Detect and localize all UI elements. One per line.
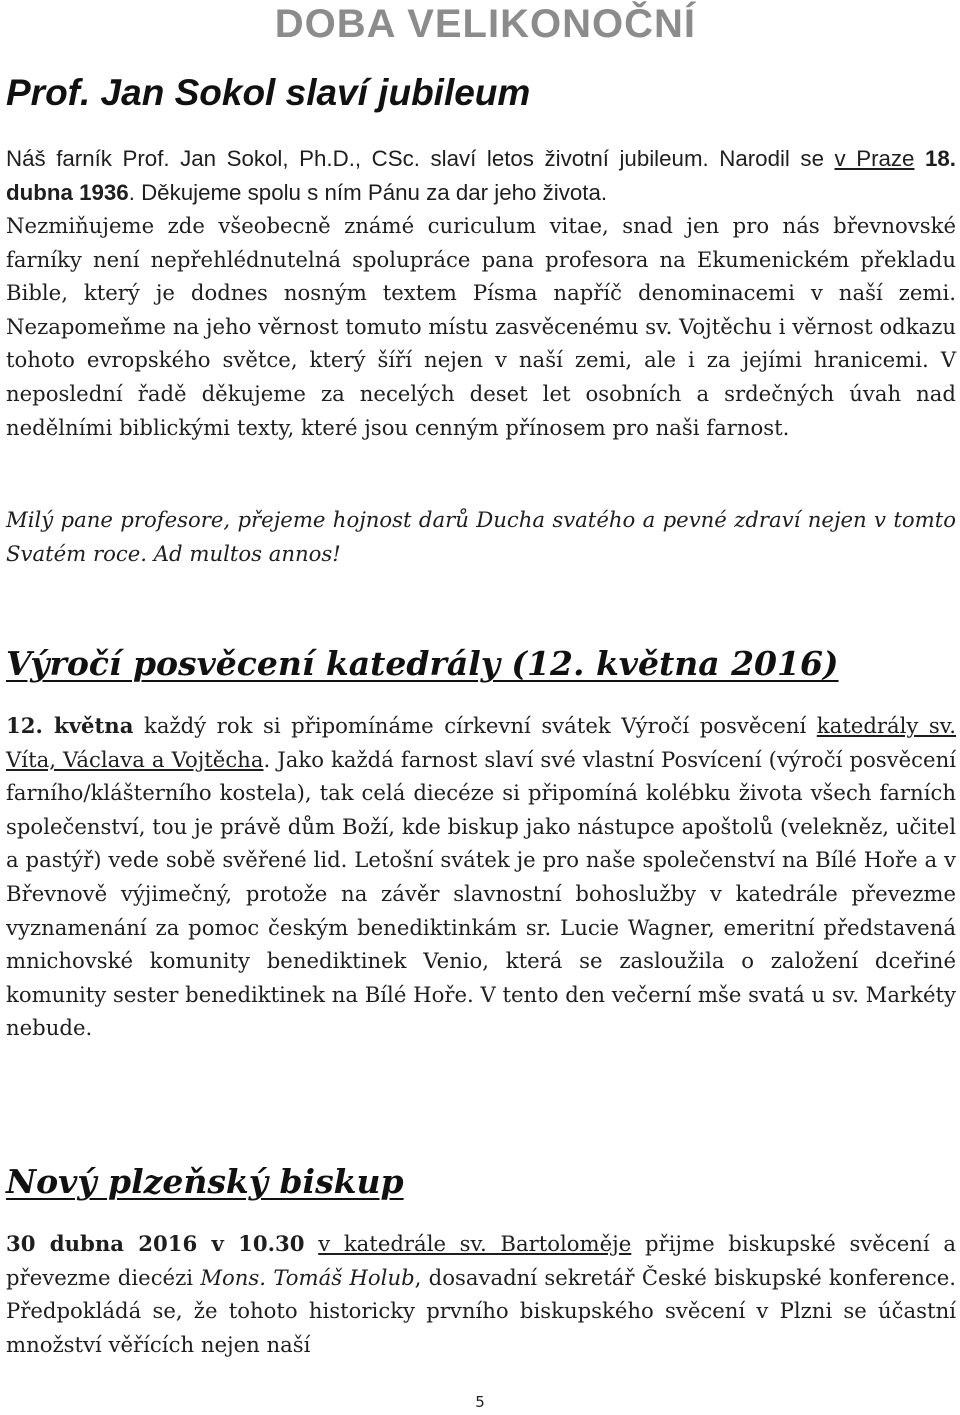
anniversary-date: 12. května: [6, 713, 134, 738]
page-number: 5: [475, 1393, 485, 1411]
katedrala-link[interactable]: katedrály sv. Víta, Václava a Vojtěcha: [6, 713, 956, 772]
praha-link[interactable]: v Praze: [834, 146, 915, 171]
bartolomej-link[interactable]: v katedrále sv. Bartoloměje: [318, 1231, 632, 1256]
article-heading-biskup: Nový plzeňský biskup: [6, 1162, 404, 1201]
bishop-name: Mons. Tomáš Holub: [200, 1264, 415, 1290]
article-jubileum-body: Nezmiňujeme zde všeobecně známé curiculum vitae, snad jen pro nás břevnovské farníky není nepřehlédnutelná spolupráce pana profesora na Ekumenickém překladu Bible, který je dodnes nosným textem Písma napříč denominacemi v naší zemi. Nezapomeňme na jeho věrnost tomuto místu zasvěcenému sv. Vojtěchu i věrnost odkazu tohoto evropského světce, který šíří nejen v naší zemi, ale i za jejími hranicemi. V neposlední řadě děkujeme za necelých deset let osobních a srdečných úvah nad nedělními biblickými texty, které jsou cenným přínosem pro naši farnost.: [6, 213, 956, 440]
article-jubileum-wish: Milý pane profesore, přejeme hojnost darů Ducha svatého a pevné zdraví nejen v tomto Svatém roce. Ad multos annos!: [6, 507, 956, 566]
ordination-date: 30 dubna 2016 v 10.30: [6, 1231, 305, 1256]
article-heading-katedrala: Výročí posvěcení katedrály (12. května 2016): [6, 644, 839, 683]
section-header: DOBA VELIKONOČNÍ: [274, 2, 696, 46]
article-jubileum-intro: Náš farník Prof. Jan Sokol, Ph.D., CSc. slaví letos životní jubileum. Narodil se v Praze 18. dubna 1936. Děkujeme spolu s ním Pánu za dar jeho života.: [6, 146, 956, 205]
article-biskup-body: 30 dubna 2016 v 10.30 v katedrále sv. Bartoloměje přijme biskupské svěcení a převezme diecézi Mons. Tomáš Holub, dosavadní sekretář České biskupské konference. Předpokládá se, že tohoto historicky prvního biskupského svěcení v Plzni se účastní množství věřících nejen naší: [6, 1231, 956, 1357]
article-katedrala-body: 12. května každý rok si připomínáme církevní svátek Výročí posvěcení katedrály sv. Víta, Václava a Vojtěcha. Jako každá farnost slaví své vlastní Posvícení (výročí posvěcení farního/klášterního kostela), tak celá diecéze si připomíná kolébku života všech farních společenství, tou je právě dům Boží, kde biskup jako nástupce apoštolů (velekněz, učitel a pastýř) vede sobě svěřené lid. Letošní svátek je pro naše společenství na Bílé Hoře a v Břevnově výjimečný, protože na závěr slavnostní bohoslužby v katedrále převezme vyznamenání za pomoc českým benediktinkám sr. Lucie Wagner, emeritní představená mnichovské komunity benediktinek Venio, která se zasloužila o založení dceřiné komunity sester benediktinek na Bílé Hoře. V tento den večerní mše svatá u sv. Markéty nebude.: [6, 713, 956, 1041]
birth-date: 18. dubna 1936: [6, 146, 956, 205]
article-heading-jubileum: Prof. Jan Sokol slaví jubileum: [6, 72, 531, 113]
